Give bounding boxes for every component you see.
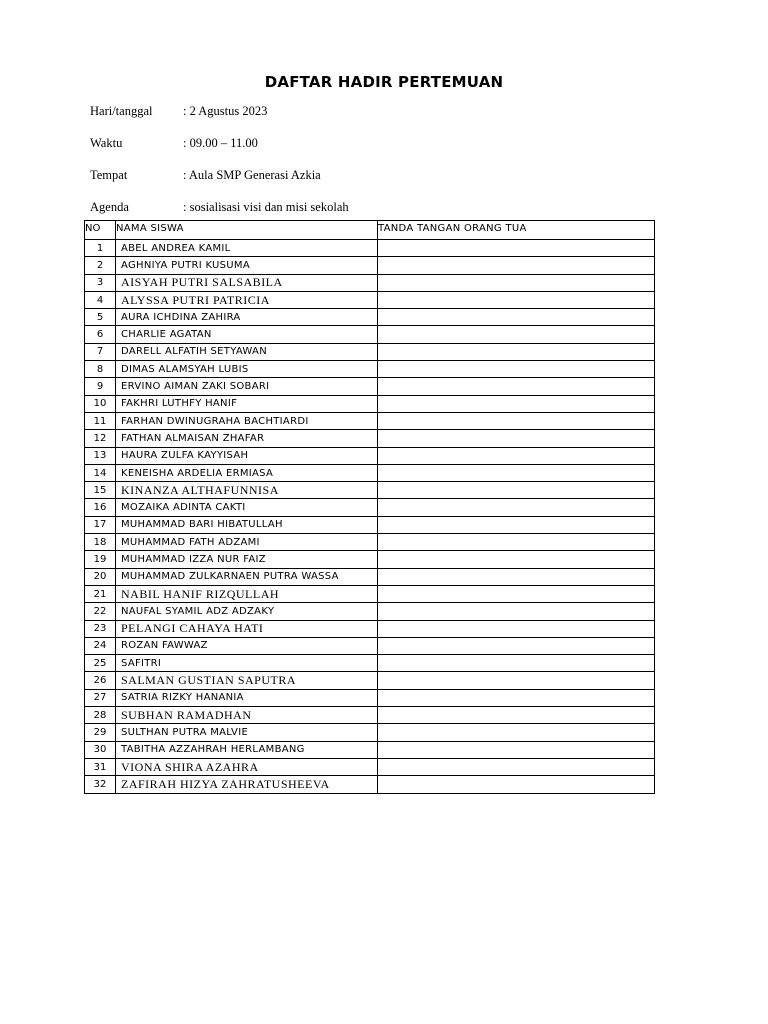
- attendance-table: [84, 220, 655, 794]
- row-number: 4: [85, 291, 116, 308]
- signature-cell: [378, 516, 655, 533]
- student-name: KINANZA ALTHAFUNNISA: [116, 482, 378, 499]
- student-name: ERVINO AIMAN ZAKI SOBARI: [116, 378, 378, 395]
- row-number: 6: [85, 326, 116, 343]
- row-number: 28: [85, 707, 116, 724]
- student-name: ZAFIRAH HIZYA ZAHRATUSHEEVA: [116, 776, 378, 793]
- signature-cell: [378, 499, 655, 516]
- signature-cell: [378, 758, 655, 775]
- table-row: [85, 655, 655, 672]
- table-row: [85, 343, 655, 360]
- table-row: [85, 482, 655, 499]
- student-name: SAFITRI: [116, 655, 378, 672]
- meta-value: : sosialisasi visi dan misi sekolah: [183, 200, 349, 214]
- student-name: MUHAMMAD BARI HIBATULLAH: [116, 516, 378, 533]
- row-number: 14: [85, 464, 116, 481]
- table-row: [85, 309, 655, 326]
- student-name: KENEISHA ARDELIA ERMIASA: [116, 464, 378, 481]
- table-header-row: [85, 221, 655, 240]
- table-row: [85, 776, 655, 793]
- table-row: [85, 499, 655, 516]
- row-number: 3: [85, 274, 116, 291]
- table-row: [85, 464, 655, 481]
- signature-cell: [378, 534, 655, 551]
- row-number: 26: [85, 672, 116, 689]
- row-number: 2: [85, 257, 116, 274]
- table-row: [85, 741, 655, 758]
- signature-cell: [378, 430, 655, 447]
- signature-cell: [378, 378, 655, 395]
- signature-cell: [378, 551, 655, 568]
- row-number: 25: [85, 655, 116, 672]
- meta-value: : Aula SMP Generasi Azkia: [183, 168, 321, 182]
- signature-cell: [378, 637, 655, 654]
- table-row: [85, 689, 655, 706]
- signature-cell: [378, 741, 655, 758]
- signature-cell: [378, 309, 655, 326]
- signature-cell: [378, 274, 655, 291]
- table-row: [85, 568, 655, 585]
- student-name: SULTHAN PUTRA MALVIE: [116, 724, 378, 741]
- student-name: FARHAN DWINUGRAHA BACHTIARDI: [116, 412, 378, 429]
- row-number: 10: [85, 395, 116, 412]
- row-number: 21: [85, 585, 116, 602]
- student-name: ABEL ANDREA KAMIL: [116, 240, 378, 257]
- row-number: 16: [85, 499, 116, 516]
- meta-label: Agenda: [90, 200, 129, 214]
- table-row: [85, 395, 655, 412]
- table-row: [85, 430, 655, 447]
- table-row: [85, 603, 655, 620]
- table-row: [85, 240, 655, 257]
- header-no: NO: [85, 221, 116, 240]
- row-number: 13: [85, 447, 116, 464]
- student-name: AURA ICHDINA ZAHIRA: [116, 309, 378, 326]
- student-name: AGHNIYA PUTRI KUSUMA: [116, 257, 378, 274]
- row-number: 11: [85, 412, 116, 429]
- row-number: 24: [85, 637, 116, 654]
- signature-cell: [378, 361, 655, 378]
- signature-cell: [378, 776, 655, 793]
- signature-cell: [378, 707, 655, 724]
- signature-cell: [378, 343, 655, 360]
- signature-cell: [378, 620, 655, 637]
- table-row: [85, 291, 655, 308]
- student-name: SUBHAN RAMADHAN: [116, 707, 378, 724]
- row-number: 30: [85, 741, 116, 758]
- meta-label: Hari/tanggal: [90, 104, 153, 118]
- row-number: 32: [85, 776, 116, 793]
- row-number: 5: [85, 309, 116, 326]
- signature-cell: [378, 412, 655, 429]
- row-number: 9: [85, 378, 116, 395]
- signature-cell: [378, 568, 655, 585]
- student-name: ROZAN FAWWAZ: [116, 637, 378, 654]
- row-number: 27: [85, 689, 116, 706]
- signature-cell: [378, 240, 655, 257]
- signature-cell: [378, 447, 655, 464]
- student-name: MUHAMMAD IZZA NUR FAIZ: [116, 551, 378, 568]
- row-number: 31: [85, 758, 116, 775]
- meta-label: Waktu: [90, 136, 123, 150]
- table-row: [85, 274, 655, 291]
- header-name: NAMA SISWA: [116, 221, 378, 240]
- signature-cell: [378, 585, 655, 602]
- table-row: [85, 257, 655, 274]
- table-row: [85, 378, 655, 395]
- signature-cell: [378, 655, 655, 672]
- table-row: [85, 637, 655, 654]
- table-row: [85, 620, 655, 637]
- student-name: SATRIA RIZKY HANANIA: [116, 689, 378, 706]
- signature-cell: [378, 291, 655, 308]
- meta-label: Tempat: [90, 168, 128, 182]
- student-name: ALYSSA PUTRI PATRICIA: [116, 291, 378, 308]
- student-name: NABIL HANIF RIZQULLAH: [116, 585, 378, 602]
- row-number: 1: [85, 240, 116, 257]
- student-name: FATHAN ALMAISAN ZHAFAR: [116, 430, 378, 447]
- signature-cell: [378, 603, 655, 620]
- table-row: [85, 758, 655, 775]
- meta-value: : 2 Agustus 2023: [183, 104, 268, 118]
- signature-cell: [378, 326, 655, 343]
- table-row: [85, 724, 655, 741]
- document-title: DAFTAR HADIR PERTEMUAN: [264, 73, 504, 91]
- row-number: 8: [85, 361, 116, 378]
- table-row: [85, 447, 655, 464]
- table-row: [85, 361, 655, 378]
- student-name: AISYAH PUTRI SALSABILA: [116, 274, 378, 291]
- student-name: HAURA ZULFA KAYYISAH: [116, 447, 378, 464]
- student-name: NAUFAL SYAMIL ADZ ADZAKY: [116, 603, 378, 620]
- row-number: 7: [85, 343, 116, 360]
- row-number: 29: [85, 724, 116, 741]
- row-number: 23: [85, 620, 116, 637]
- student-name: CHARLIE AGATAN: [116, 326, 378, 343]
- student-name: MOZAIKA ADINTA CAKTI: [116, 499, 378, 516]
- student-name: SALMAN GUSTIAN SAPUTRA: [116, 672, 378, 689]
- student-name: MUHAMMAD ZULKARNAEN PUTRA WASSA: [116, 568, 378, 585]
- table-row: [85, 412, 655, 429]
- student-name: TABITHA AZZAHRAH HERLAMBANG: [116, 741, 378, 758]
- signature-cell: [378, 689, 655, 706]
- row-number: 12: [85, 430, 116, 447]
- row-number: 18: [85, 534, 116, 551]
- row-number: 15: [85, 482, 116, 499]
- signature-cell: [378, 482, 655, 499]
- student-name: DARELL ALFATIH SETYAWAN: [116, 343, 378, 360]
- meta-value: : 09.00 – 11.00: [183, 136, 258, 150]
- signature-cell: [378, 724, 655, 741]
- row-number: 17: [85, 516, 116, 533]
- signature-cell: [378, 257, 655, 274]
- table-row: [85, 707, 655, 724]
- row-number: 20: [85, 568, 116, 585]
- row-number: 19: [85, 551, 116, 568]
- student-name: VIONA SHIRA AZAHRA: [116, 758, 378, 775]
- table-row: [85, 551, 655, 568]
- student-name: DIMAS ALAMSYAH LUBIS: [116, 361, 378, 378]
- header-signature: TANDA TANGAN ORANG TUA: [378, 221, 655, 240]
- table-row: [85, 585, 655, 602]
- table-row: [85, 534, 655, 551]
- student-name: MUHAMMAD FATH ADZAMI: [116, 534, 378, 551]
- signature-cell: [378, 464, 655, 481]
- student-name: PELANGI CAHAYA HATI: [116, 620, 378, 637]
- row-number: 22: [85, 603, 116, 620]
- signature-cell: [378, 672, 655, 689]
- student-name: FAKHRI LUTHFY HANIF: [116, 395, 378, 412]
- table-row: [85, 672, 655, 689]
- signature-cell: [378, 395, 655, 412]
- table-row: [85, 516, 655, 533]
- table-row: [85, 326, 655, 343]
